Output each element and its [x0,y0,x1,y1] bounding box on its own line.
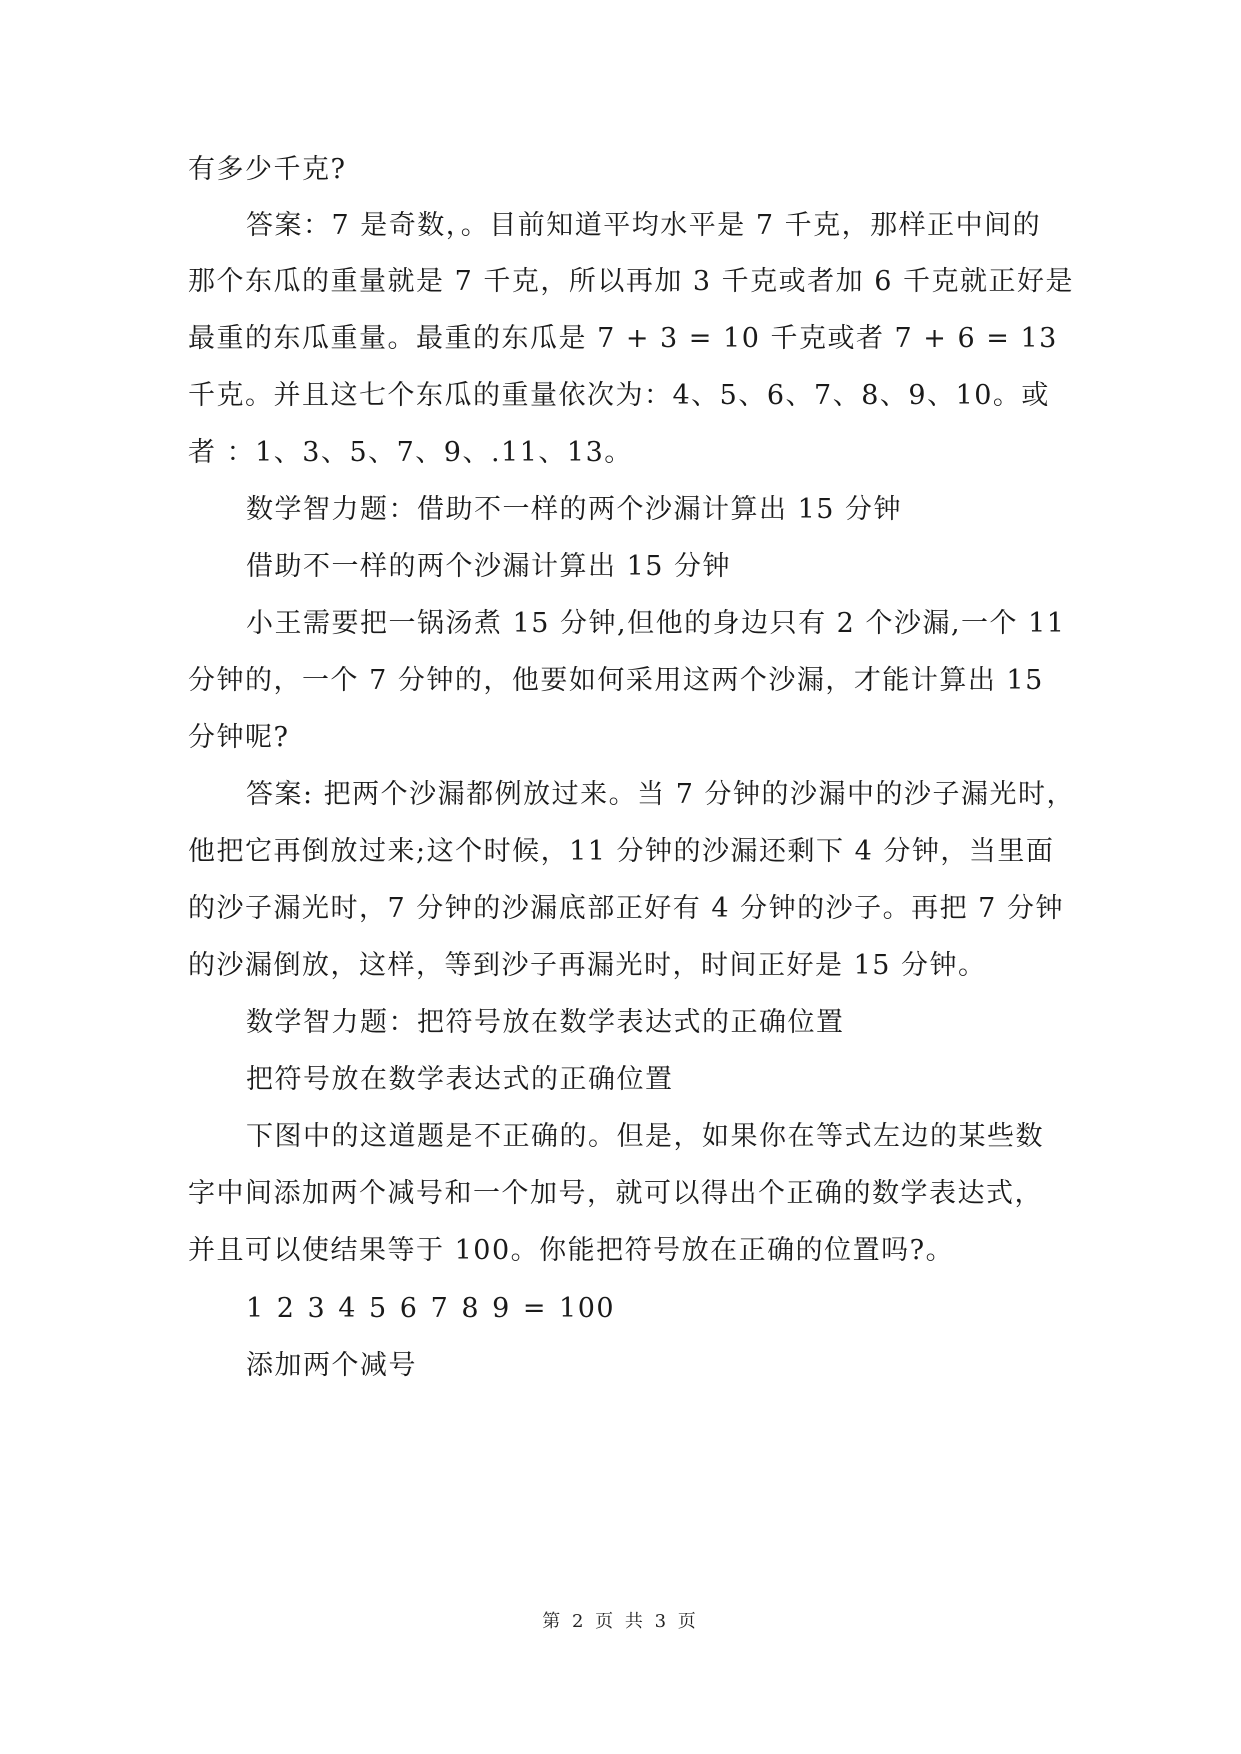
text-line: 答案: 把两个沙漏都例放过来。当 7 分钟的沙漏中的沙子漏光时， [246,779,1076,810]
text-line: 下图中的这道题是不正确的。但是，如果你在等式左边的某些数 [246,1121,1044,1152]
text-line: 最重的东瓜重量。最重的东瓜是 7 + 3 = 10 千克或者 7 + 6 = 13 [188,323,1058,354]
text-line: 千克。并且这七个东瓜的重量依次为：4、5、6、7、8、9、10。或 [188,380,1050,411]
subheading: 把符号放在数学表达式的正确位置 [246,1064,674,1095]
text-line: 的沙漏倒放，这样，等到沙子再漏光时，时间正好是 15 分钟。 [188,950,987,981]
text-line: 分钟呢? [188,722,290,753]
text-line: 有多少千克? [188,154,347,185]
equation-line: 1 2 3 4 5 6 7 8 9 = 100 [246,1293,616,1324]
text-line: 答案：7 是奇数，。目前知道平均水平是 7 千克，那样正中间的 [246,210,1042,241]
subheading: 借助不一样的两个沙漏计算出 15 分钟 [246,551,732,582]
text-line: 的沙子漏光时，7 分钟的沙漏底部正好有 4 分钟的沙子。再把 7 分钟 [188,893,1064,924]
section-heading: 数学智力题：借助不一样的两个沙漏计算出 15 分钟 [246,494,903,525]
section-heading: 数学智力题：把符号放在数学表达式的正确位置 [246,1007,845,1038]
text-line: 他把它再倒放过来;这个时候，11 分钟的沙漏还剩下 4 分钟，当里面 [188,836,1055,867]
text-line: 并且可以使结果等于 100。你能把符号放在正确的位置吗?。 [188,1235,955,1266]
text-line: 者 ：1、3、5、7、9、.11、13。 [188,437,633,468]
text-line: 小王需要把一锅汤煮 15 分钟,但他的身边只有 2 个沙漏,一个 11 [246,608,1066,639]
text-line: 添加两个减号 [246,1350,417,1381]
text-line: 分钟的，一个 7 分钟的，他要如何采用这两个沙漏，才能计算出 15 [188,665,1044,696]
text-line: 字中间添加两个减号和一个加号，就可以得出个正确的数学表达式， [188,1178,1043,1209]
text-line: 那个东瓜的重量就是 7 千克，所以再加 3 千克或者加 6 千克就正好是 [188,266,1075,297]
page-footer: 第 2 页 共 3 页 [542,1611,699,1632]
